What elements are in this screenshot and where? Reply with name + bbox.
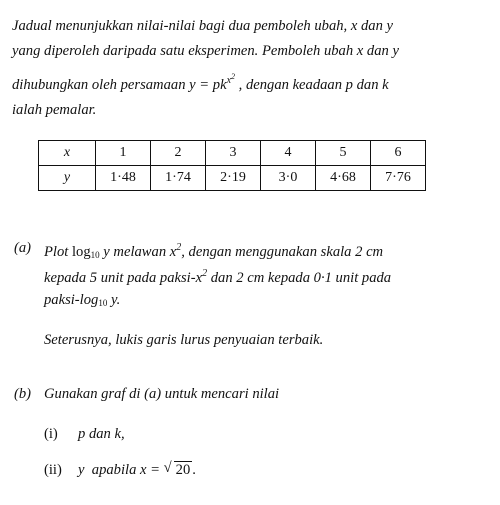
sqrt-icon: √ (163, 460, 172, 476)
table-header-x: x (39, 141, 96, 166)
equation-exponent: x2 (226, 72, 236, 86)
part-b-ii-start: y apabila x = (78, 462, 160, 478)
intro-line-3-end: , dengan keadaan p dan k (238, 76, 389, 93)
y-melawan: y melawan x (103, 244, 177, 260)
intro-line-3 (12, 64, 492, 98)
intro-line-1: Jadual menunjukkan nilai-nilai bagi dua pemboleh ubah, x dan y (12, 18, 393, 34)
table-header-y: y (39, 166, 96, 191)
part-b-i-label: (i) (44, 426, 58, 442)
intro-line-3-start: dihubungkan oleh persamaan (12, 76, 186, 93)
log-base: 10 (90, 250, 100, 260)
table-cell: 1·74 (151, 166, 206, 191)
part-a-line-2-rest: dan 2 cm kepada 0·1 unit pada (207, 270, 392, 286)
sqrt-expression (164, 458, 193, 482)
question-intro (12, 14, 492, 123)
table-cell: 3 (206, 141, 261, 166)
table-row-y (39, 166, 426, 191)
equation (189, 72, 239, 93)
table-cell: 3·0 (261, 166, 316, 191)
table-row-x (39, 141, 426, 166)
table-cell: 2·19 (206, 166, 261, 191)
part-a-line-4: Seterusnya, lukis garis lurus penyuaian terbaik. (44, 332, 324, 348)
part-b-ii-end: . (192, 462, 196, 478)
part-a-line-2-start: kepada 5 unit pada paksi-x (44, 270, 203, 286)
part-a-line-3-start: paksi-log (44, 292, 99, 308)
part-b-ii-text (78, 458, 196, 482)
table-cell: 4·68 (316, 166, 371, 191)
part-a-line-1-rest: , dengan menggunakan skala 2 cm (181, 244, 384, 260)
table-cell: 4 (261, 141, 316, 166)
part-a-line-3-sub: 10 (98, 298, 108, 308)
table-cell: 5 (316, 141, 371, 166)
data-table (38, 140, 426, 191)
table-cell: 7·76 (371, 166, 426, 191)
intro-line-4: ialah pemalar. (12, 101, 97, 118)
table-cell: 1 (96, 141, 151, 166)
equation-lhs: y = pk (189, 76, 227, 93)
part-b-i-text: p dan k, (78, 426, 125, 442)
part-a-line-2 (44, 262, 494, 290)
part-a-line-2-sup: 2 (202, 268, 208, 279)
part-b-label: (b) (14, 386, 32, 402)
part-a-label: (a) (14, 240, 32, 256)
table-cell: 1·48 (96, 166, 151, 191)
plot-word: Plot (44, 244, 69, 260)
part-b-text: Gunakan graf di (a) untuk mencari nilai (44, 386, 280, 402)
part-a-line-3 (44, 288, 494, 315)
log-text: log (71, 244, 91, 260)
part-b-ii-label: (ii) (44, 462, 62, 478)
sqrt-radicand: 20 (175, 462, 191, 478)
intro-line-2: yang diperoleh daripada satu eksperimen. Pemboleh ubah x dan y (12, 43, 399, 59)
part-a-line-3-end: y. (107, 292, 121, 308)
x-squared-sup: 2 (176, 242, 182, 253)
table-cell: 2 (151, 141, 206, 166)
table-cell: 6 (371, 141, 426, 166)
